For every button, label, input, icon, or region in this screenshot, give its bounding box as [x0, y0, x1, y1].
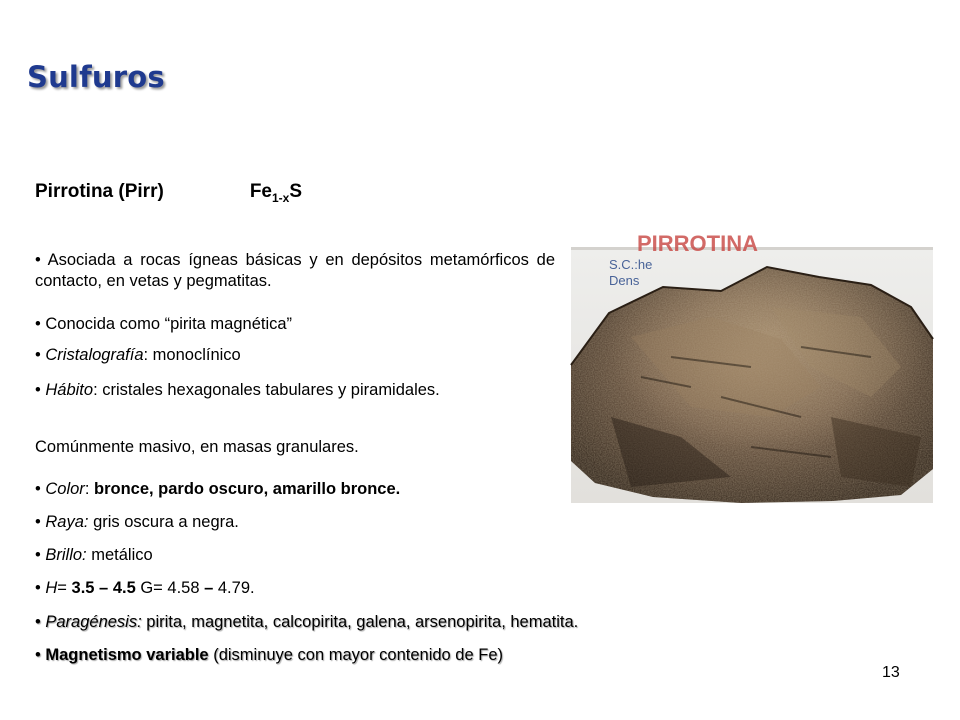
bullet-hardness-gravity: • H= 3.5 – 4.5 G= 4.58 – 4.79.: [35, 579, 255, 597]
bullet-paragenesis: • Paragénesis: pirita, magnetita, calcopirita, galena, arsenopirita, hematita.: [35, 613, 579, 631]
svg-text:PIRROTINA: PIRROTINA: [637, 231, 758, 256]
slide-title: Sulfuros: [27, 60, 165, 94]
svg-text:Dens: Dens: [609, 273, 640, 288]
mineral-name: Pirrotina (Pirr): [35, 181, 164, 202]
bullet-magnetism: • Magnetismo variable (disminuye con mayor contenido de Fe): [35, 646, 503, 664]
svg-text:S.C.:he: S.C.:he: [609, 257, 653, 272]
bullet-occurrence: • Asociada a rocas ígneas básicas y en depósitos metamórficos de contacto, en vetas y pegmatitas.: [35, 251, 555, 290]
bullet-crystallography: • Cristalografía: monoclínico: [35, 346, 241, 364]
bullet-nickname: • Conocida como “pirita magnética”: [35, 315, 293, 333]
page-number: 13: [882, 664, 900, 681]
bullet-luster: • Brillo: metálico: [35, 546, 153, 564]
pyrrhotite-photo: [571, 231, 933, 503]
bullet-color: • Color: bronce, pardo oscuro, amarillo bronce.: [35, 480, 401, 498]
chemical-formula: $Fe_{1-x}S$: [249, 181, 303, 205]
bullet-habit: • Hábito: cristales hexagonales tabulares y piramidales.: [35, 381, 440, 399]
habit-note: Comúnmente masivo, en masas granulares.: [35, 438, 359, 456]
bullet-streak: • Raya: gris oscura a negra.: [35, 513, 239, 531]
mineral-heading: [35, 181, 302, 205]
